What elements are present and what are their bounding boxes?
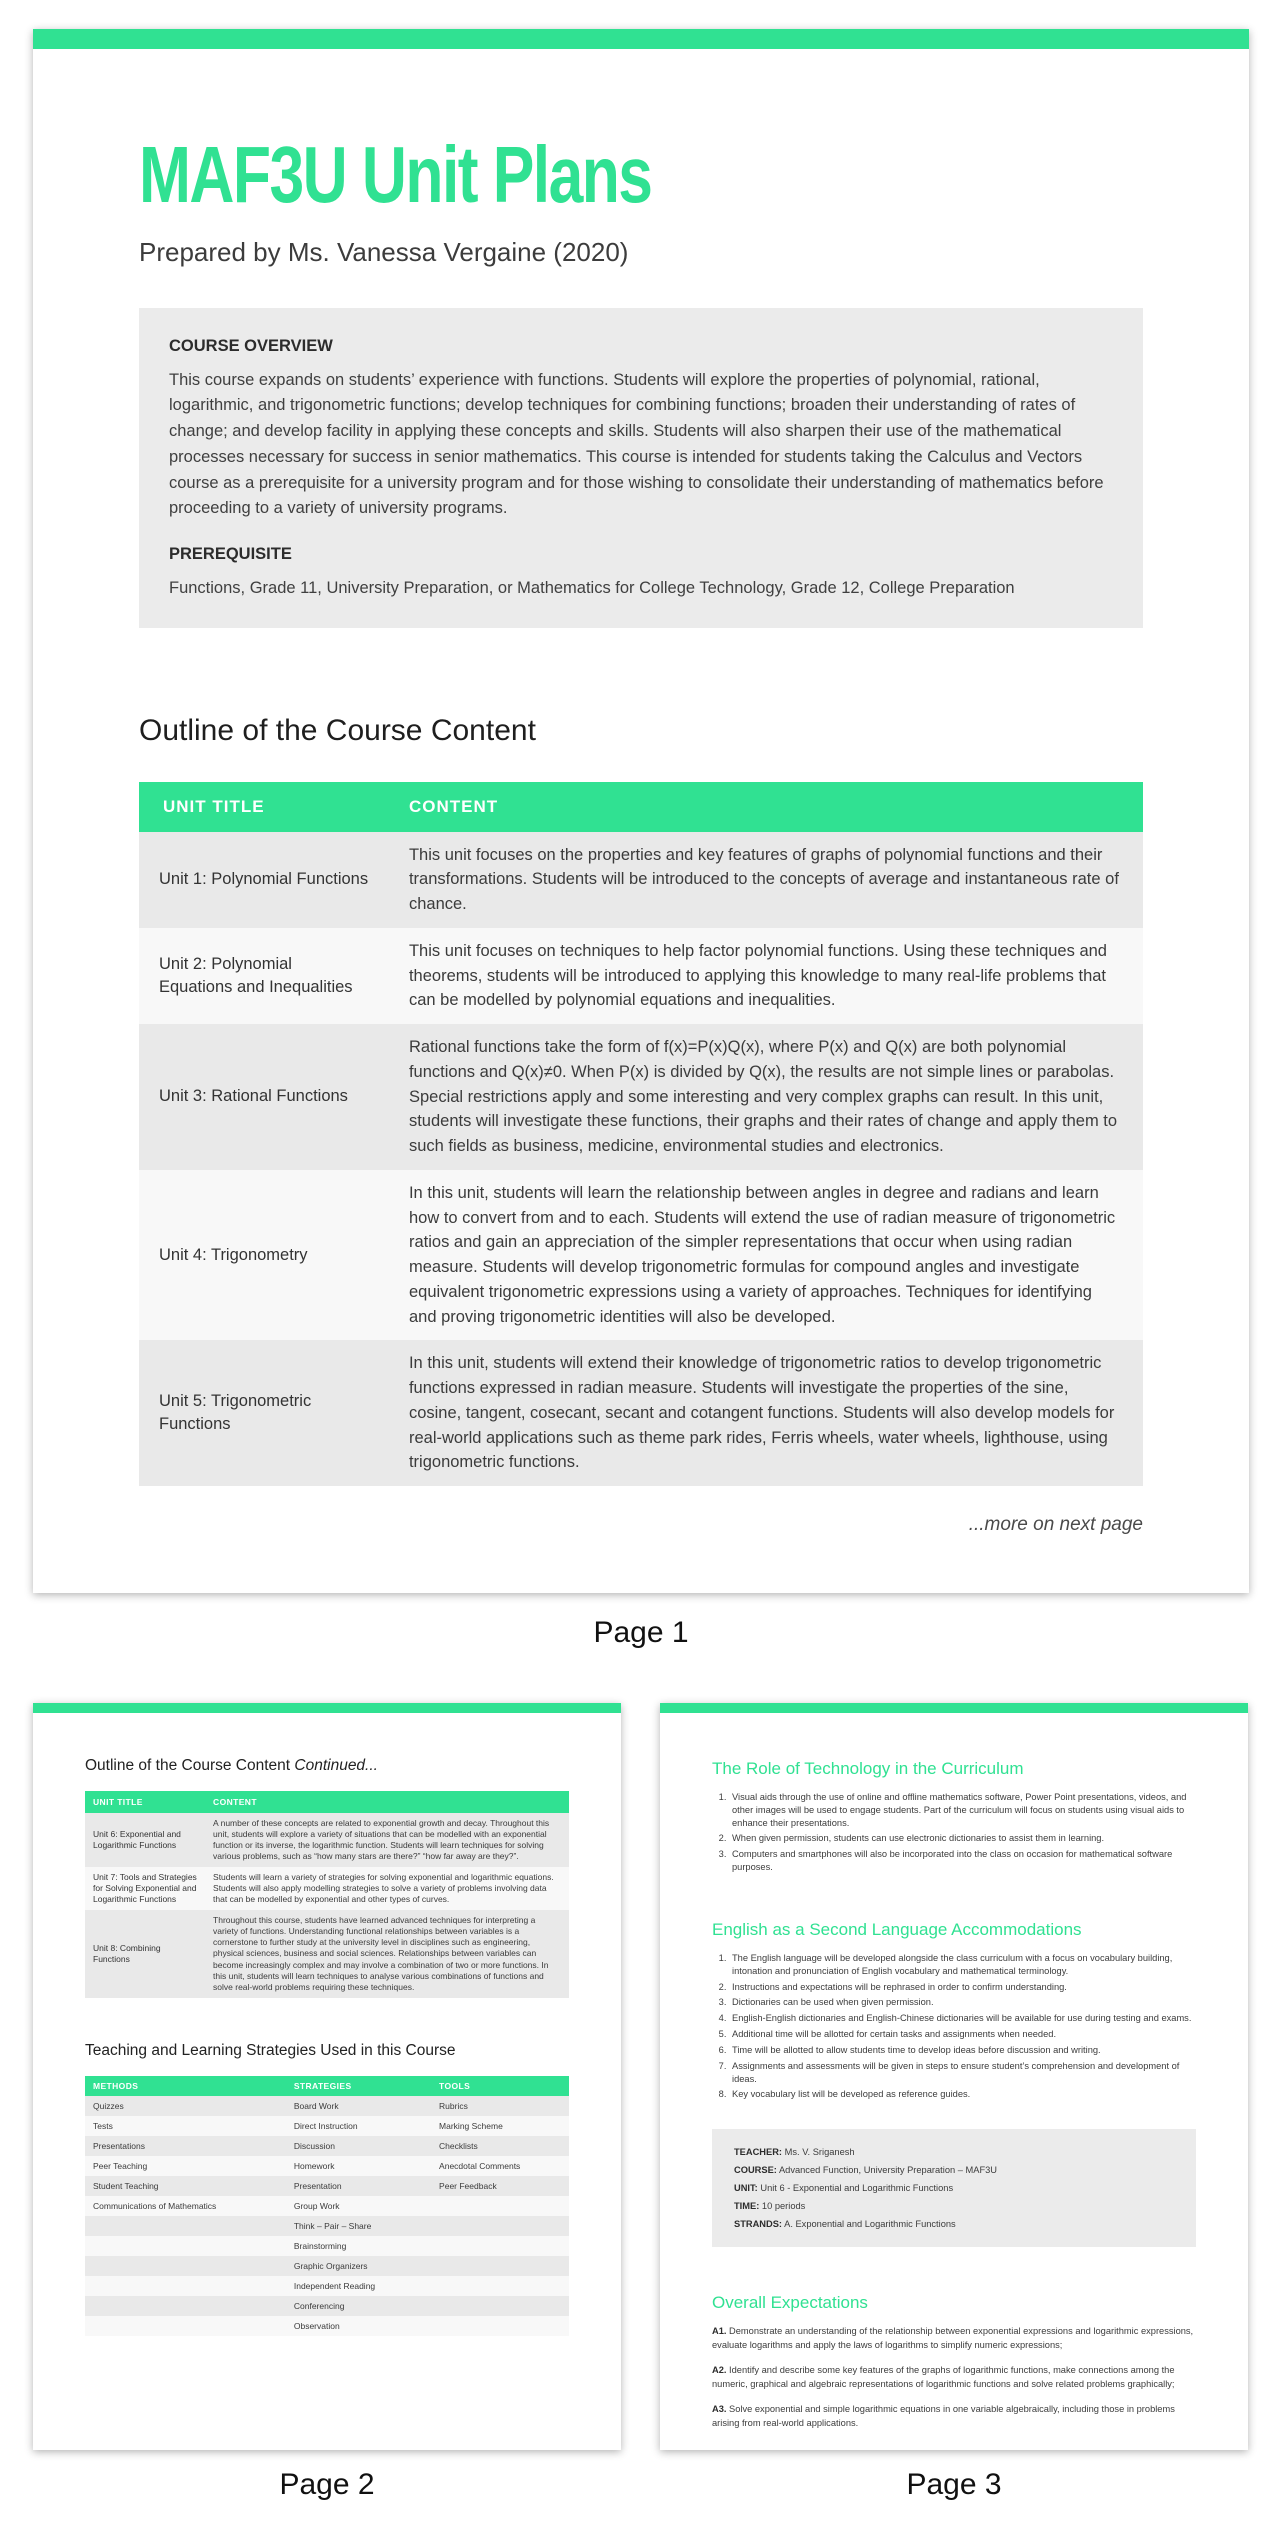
- strategy-cell: Think – Pair – Share: [293, 2220, 372, 2231]
- table-header-row: [85, 2076, 569, 2096]
- course-outline-table: [139, 782, 1143, 1487]
- unit-title-cell: Unit 2: Polynomial Equations and Inequalities: [159, 954, 353, 996]
- strategy-cell: Brainstorming: [293, 2240, 347, 2251]
- tool-cell: Marking Scheme: [439, 2120, 503, 2131]
- strategy-cell: Conferencing: [293, 2300, 345, 2311]
- strategy-cell: Discussion: [293, 2140, 335, 2151]
- header-strategies: STRATEGIES: [293, 2080, 352, 2091]
- page1-content: [33, 129, 1249, 1536]
- strategy-cell: Observation: [293, 2320, 340, 2331]
- info-label: STRANDS:: [734, 2219, 783, 2230]
- table-row: [85, 2216, 569, 2236]
- info-value: Unit 6 - Exponential and Logarithmic Functions: [757, 2183, 954, 2194]
- table-row: [85, 2236, 569, 2256]
- tool-cell: [431, 2316, 569, 2336]
- strategy-cell: Graphic Organizers: [293, 2260, 368, 2271]
- list-item: 3. Computers and smartphones will also be incorporated into the class on occasion for mathematical software purposes.: [729, 1848, 1196, 1874]
- table-header-row: [85, 1791, 569, 1813]
- prerequisite-heading: PREREQUISITE: [169, 545, 292, 564]
- unit-content-cell: In this unit, students will learn the relationship between angles in degree and radians and learn how to convert from and to each. Students will extend the use of radian measure of trigonometric ratios and gain an appreciation of the simpler representations that occur when using radian measure. Students will develop trigonometric formulas for compound angles and investigate equivalent trigonometric expressions using a variety of approaches. Techniques for identifying and proving trigonometric identities will also be developed.: [408, 1183, 1116, 1326]
- info-value: Ms. V. Sriganesh: [782, 2147, 855, 2158]
- document-subtitle: Prepared by Ms. Vanessa Vergaine (2020): [139, 237, 629, 267]
- header-content: CONTENT: [408, 796, 499, 816]
- expectation-a1: [712, 2325, 1196, 2352]
- prerequisite-body: Functions, Grade 11, University Preparation, or Mathematics for College Technology, Grade 12, College Preparation: [169, 578, 1015, 597]
- table-row: [85, 2176, 569, 2196]
- table-row: [85, 1910, 569, 1997]
- info-label: TIME:: [734, 2201, 760, 2212]
- list-item: 8. Key vocabulary list will be developed as reference guides.: [729, 2088, 1196, 2101]
- expectation-label: A2.: [712, 2365, 727, 2376]
- list-item: 7. Assignments and assessments will be given in steps to ensure student’s comprehension and development of ideas.: [729, 2060, 1196, 2086]
- tool-cell: Anecdotal Comments: [439, 2160, 521, 2171]
- unit-title-cell: Unit 5: Trigonometric Functions: [159, 1392, 312, 1434]
- table-row: [85, 2136, 569, 2156]
- unit-content-cell: A number of these concepts are related to exponential growth and decay. Throughout this unit, students will explore a variety of situations that can be modelled with an exponential function or its inverse, the logarithmic function. Students will learn techniques for solving various problems, such as “how many stars are there?” “how far away are they?”.: [213, 1818, 550, 1862]
- table-row: [85, 2116, 569, 2136]
- tool-cell: [431, 2196, 569, 2216]
- page1-preview-card: [33, 29, 1249, 1593]
- list-item: 1. The English language will be developed alongside the class curriculum with a focus on vocabulary building, intonation and pronunciation of English vocabulary and mathematical terminology.: [729, 1952, 1196, 1978]
- strategy-cell: Group Work: [293, 2200, 340, 2211]
- page2-label: Page 2: [279, 2468, 375, 2501]
- unit-title-cell: Unit 1: Polynomial Functions: [159, 870, 369, 889]
- unit-content-cell: This unit focuses on the properties and key features of graphs of polynomial functions and their transformations. Students will be introduced to the concepts of average and instantaneous rate of chance.: [408, 845, 1119, 914]
- method-cell: Student Teaching: [93, 2180, 159, 2191]
- method-cell: Quizzes: [93, 2100, 124, 2111]
- strategies-heading: Teaching and Learning Strategies Used in this Course: [85, 2041, 456, 2059]
- unit-content-cell: Students will learn a variety of strategies for solving exponential and logarithmic equations. Students will also apply modelling strategies to solve a variety of problems involving data that can be modelled by exponential and other types of curves.: [213, 1872, 554, 1905]
- tool-cell: [431, 2276, 569, 2296]
- method-cell: [85, 2236, 286, 2256]
- table-row: [85, 2196, 569, 2216]
- tool-cell: Peer Feedback: [439, 2180, 497, 2191]
- list-item: 3. Dictionaries can be used when given permission.: [729, 1996, 1196, 2009]
- table-header-row: [139, 782, 1143, 832]
- info-row-strands: [734, 2219, 1174, 2229]
- tool-cell: Checklists: [439, 2140, 478, 2151]
- course-outline-table-continued: [85, 1791, 569, 1998]
- page1-label: Page 1: [593, 1616, 689, 1649]
- unit-info-panel: [712, 2129, 1196, 2247]
- info-value: 10 periods: [759, 2201, 806, 2212]
- outline-continued-heading: Outline of the Course Content Continued...: [85, 1757, 378, 1774]
- list-item: 2. When given permission, students can use electronic dictionaries to assist them in learning.: [729, 1832, 1196, 1845]
- header-unit-title: UNIT TITLE: [93, 1797, 143, 1807]
- method-cell: Peer Teaching: [93, 2160, 148, 2171]
- table-row: [85, 1813, 569, 1867]
- table-row: [85, 2276, 569, 2296]
- table-row: [85, 2096, 569, 2116]
- table-row: [85, 2296, 569, 2316]
- unit-title-cell: Unit 3: Rational Functions: [159, 1087, 348, 1106]
- course-overview-panel: [139, 308, 1143, 628]
- table-row: [85, 2316, 569, 2336]
- method-cell: [85, 2216, 286, 2236]
- tool-cell: [431, 2296, 569, 2316]
- info-label: UNIT:: [734, 2183, 758, 2194]
- unit-content-cell: Rational functions take the form of f(x)=P(x)Q(x), where P(x) and Q(x) are both polynomial functions and Q(x)≠0. When P(x) is divided by Q(x), the results are not simple lines or parabolas. Special restrictions apply and some interesting and very complex graphs can result. In this unit, students will investigate these functions, their graphs and their rates of change and apply them to such fields as business, medicine, environmental studies and electronics.: [408, 1038, 1118, 1156]
- info-label: TEACHER:: [734, 2147, 783, 2158]
- table-row: [85, 2256, 569, 2276]
- unit-title-cell: Unit 8: Combining Functions: [93, 1942, 161, 1964]
- method-cell: [85, 2276, 286, 2296]
- page3-accent-bar: [660, 1703, 1248, 1713]
- table-row: [139, 928, 1143, 1024]
- unit-title-cell: Unit 7: Tools and Strategies for Solving Exponential and Logarithmic Functions: [93, 1872, 197, 1905]
- strategy-cell: Direct Instruction: [293, 2120, 358, 2131]
- info-row-time: [734, 2201, 1174, 2211]
- esl-heading: English as a Second Language Accommodations: [712, 1919, 1082, 1939]
- page2-preview-card: [33, 1703, 621, 2450]
- method-cell: Tests: [93, 2120, 113, 2131]
- expectation-label: A1.: [712, 2326, 727, 2337]
- list-item: 6. Time will be allotted to allow students time to develop ideas before discussion and writing.: [729, 2044, 1196, 2057]
- expectation-text: Identify and describe some key features of the graphs of logarithmic functions, make connections among the numeric, graphical and algebraic representations of logarithmic functions and solve related problems graphically;: [712, 2365, 1175, 2389]
- info-value: A. Exponential and Logarithmic Functions: [782, 2219, 956, 2230]
- strategy-cell: Presentation: [293, 2180, 342, 2191]
- tool-cell: Rubrics: [439, 2100, 468, 2111]
- header-content: CONTENT: [213, 1797, 257, 1807]
- list-item: 2. Instructions and expectations will be rephrased in order to confirm understanding.: [729, 1981, 1196, 1994]
- unit-title-cell: Unit 6: Exponential and Logarithmic Functions: [93, 1829, 181, 1851]
- list-item: 5. Additional time will be allotted for certain tasks and assignments when needed.: [729, 2028, 1196, 2041]
- unit-content-cell: This unit focuses on techniques to help factor polynomial functions. Using these techniques and theorems, students will be introduced to applying this knowledge to many real-life problems that can be modelled by polynomial equations and inequalities.: [408, 941, 1107, 1010]
- tool-cell: [431, 2256, 569, 2276]
- info-row-unit: [734, 2183, 1174, 2193]
- info-row-course: [734, 2165, 1174, 2175]
- info-row-teacher: [734, 2147, 1174, 2157]
- unit-title-cell: Unit 4: Trigonometry: [159, 1245, 308, 1264]
- list-item: 4. English-English dictionaries and English-Chinese dictionaries will be available for use during testing and exams.: [729, 2012, 1196, 2025]
- info-label: COURSE:: [734, 2165, 777, 2176]
- method-cell: [85, 2256, 286, 2276]
- method-cell: Presentations: [93, 2140, 145, 2151]
- course-overview-body: This course expands on students’ experience with functions. Students will explore the properties of polynomial, rational, logarithmic, and trigonometric functions; develop techniques for combining functions; broaden their understanding of rates of change; and develop facility in applying these concepts and skills. Students will also sharpen their use of the mathematical processes necessary for success in senior mathematics. This course is intended for students taking the Calculus and Vectors course as a prerequisite for a university program and for those wishing to consolidate their understanding of mathematics before proceeding to a variety of university programs.: [169, 370, 1104, 518]
- page1-accent-bar: [33, 29, 1249, 49]
- unit-content-cell: In this unit, students will extend their knowledge of trigonometric ratios to develop trigonometric functions expressed in radian measure. Students will investigate the properties of the sine, cosine, tangent, cosecant, secant and cotangent functions. Students will also develop models for real-world applications such as theme park rides, Ferris wheels, water wheels, lighthouse, using trigonometric functions.: [408, 1354, 1115, 1472]
- header-unit-title: UNIT TITLE: [163, 796, 265, 816]
- table-row: [139, 1170, 1143, 1341]
- table-row: [85, 1867, 569, 1910]
- course-overview-heading: COURSE OVERVIEW: [169, 337, 333, 355]
- tool-cell: [431, 2216, 569, 2236]
- expectation-a3: [712, 2403, 1196, 2430]
- strategy-cell: Independent Reading: [293, 2280, 376, 2291]
- technology-list: [712, 1791, 1196, 1874]
- outline-heading: Outline of the Course Content: [139, 713, 536, 747]
- page2-content: [33, 1757, 621, 2336]
- continued-text: Continued...: [294, 1757, 378, 1774]
- strategy-cell: Homework: [293, 2160, 335, 2171]
- page3-preview-card: [660, 1703, 1248, 2450]
- strategies-table: [85, 2076, 569, 2336]
- document-title: MAF3U Unit Plans: [139, 130, 652, 219]
- unit-content-cell: Throughout this course, students have learned advanced techniques for interpreting a variety of functions. Understanding functional relationships between variables is a cornerstone to further study at the university level in disciplines such as engineering, physical sciences, business and social sciences. Relationships between variables can become increasingly complex and may involve a combination of two or more functions. In this unit, students will learn techniques to analyse various combinations of functions and solve real-world problems requiring these techniques.: [213, 1915, 549, 1992]
- page3-content: [660, 1759, 1248, 2430]
- list-item: 1. Visual aids through the use of online and offline mathematics software, Power Point presentations, videos, and other images will be used to engage students. Part of the curriculum will focus on students using visual aids to enhance their presentations.: [729, 1791, 1196, 1829]
- method-cell: [85, 2316, 286, 2336]
- more-on-next-page-note: ...more on next page: [968, 1514, 1143, 1536]
- page2-accent-bar: [33, 1703, 621, 1713]
- expectations-heading: Overall Expectations: [712, 2293, 868, 2313]
- header-methods: METHODS: [93, 2080, 139, 2091]
- method-cell: Communications of Mathematics: [93, 2200, 217, 2211]
- page3-label: Page 3: [906, 2468, 1002, 2501]
- expectation-text: Solve exponential and simple logarithmic equations in one variable algebraically, including those in problems arising from real-world applications.: [712, 2404, 1175, 2428]
- esl-list: [712, 1952, 1196, 2101]
- expectation-text: Demonstrate an understanding of the relationship between exponential expressions and logarithmic expressions, evaluate logarithms and apply the laws of logarithms to simplify numeric expressions;: [712, 2326, 1194, 2350]
- info-value: Advanced Function, University Preparation – MAF3U: [776, 2165, 998, 2176]
- table-row: [139, 832, 1143, 928]
- strategy-cell: Board Work: [293, 2100, 339, 2111]
- table-row: [139, 1340, 1143, 1486]
- table-row: [139, 1024, 1143, 1170]
- method-cell: [85, 2296, 286, 2316]
- table-row: [85, 2156, 569, 2176]
- expectation-a2: [712, 2364, 1196, 2391]
- technology-heading: The Role of Technology in the Curriculum: [712, 1759, 1024, 1778]
- header-tools: TOOLS: [439, 2080, 471, 2091]
- expectation-label: A3.: [712, 2404, 727, 2415]
- tool-cell: [431, 2236, 569, 2256]
